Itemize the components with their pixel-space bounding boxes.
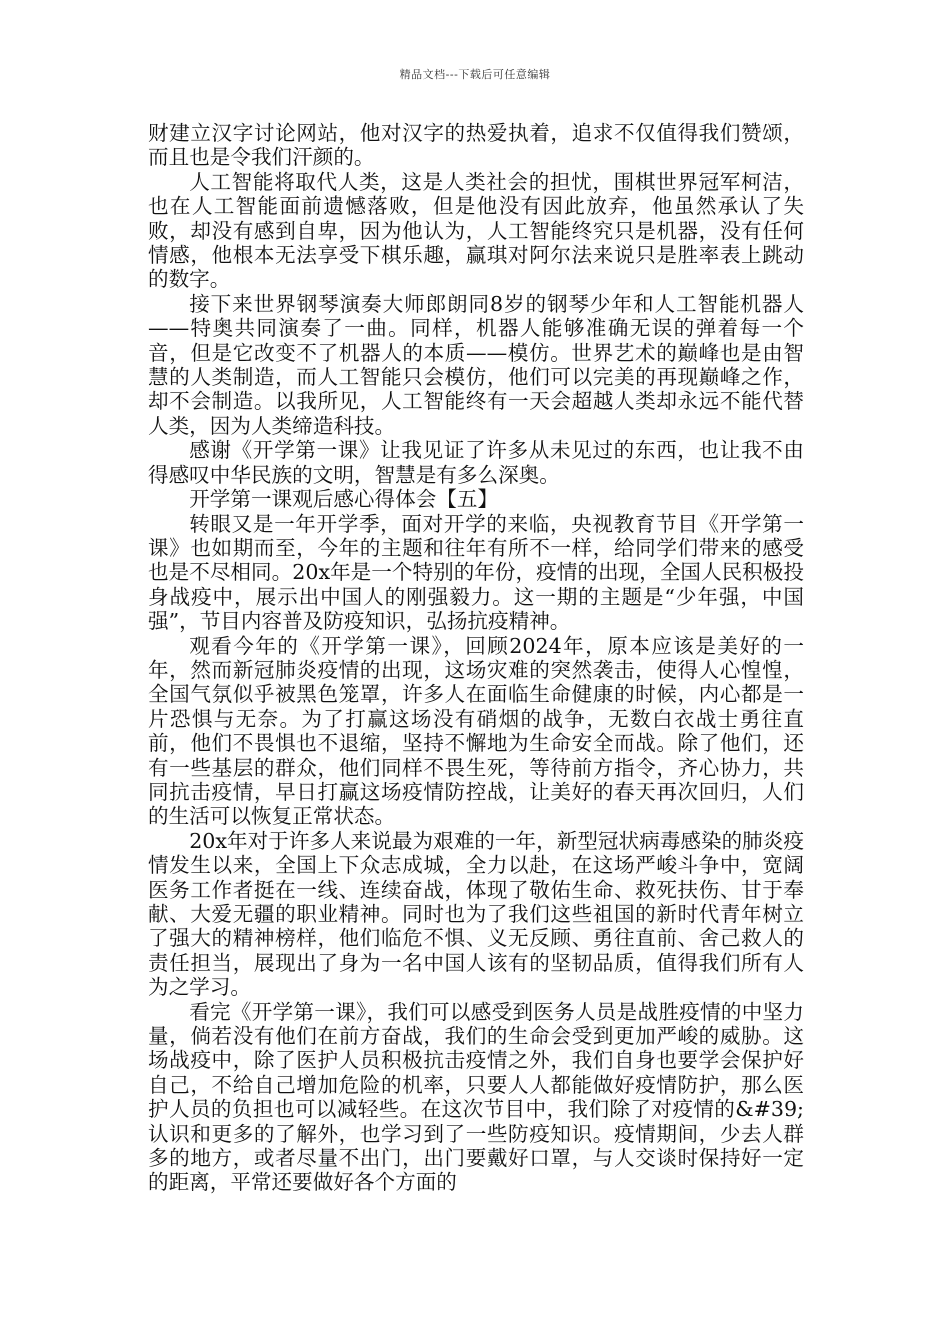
document-body [148,121,804,1195]
paragraph: 看完《开学第一课》，我们可以感受到医务人员是战胜疫情的中坚力量，倘若没有他们在前方奋战，我们的生命会受到更加严峻的威胁。这场战疫中，除了医护人员积极抗击疫情之外，我们自身也要学会保护好自己，不给自己增加危险的机率，只要人人都能做好疫情防护，那么医护人员的负担也可以减轻些。在这次节目中，我们除了对疫情的&#39;认识和更多的了解外，也学习到了一些防疫知识。疫情期间，少去人群多的地方，或者尽量不出门，出门要戴好口罩，与人交谈时保持好一定的距离，平常还要做好各个方面的 [148,999,804,1195]
paragraph: 观看今年的《开学第一课》，回顾2024年，原本应该是美好的一年，然而新冠肺炎疫情的出现，这场灾难的突然袭击，使得人心惶惶，全国气氛似乎被黑色笼罩，许多人在面临生命健康的时候，内心都是一片恐惧与无奈。为了打赢这场没有硝烟的战争，无数白衣战士勇往直前，他们不畏惧也不退缩，坚持不懈地为生命安全而战。除了他们，还有一些基层的群众，他们同样不畏生死，等待前方指令，齐心协力，共同抗击疫情，早日打赢这场疫情防控战，让美好的春天再次回归，人们的生活可以恢复正常状态。 [148,633,804,829]
section-heading: 开学第一课观后感心得体会【五】 [189,487,499,512]
page-header: 精品文档---下载后可任意编辑 [399,68,551,81]
paragraph: 感谢《开学第一课》让我见证了许多从未见过的东西，也让我不由得感叹中华民族的文明，智慧是有多么深奥。 [148,438,804,487]
paragraph: 20x年对于许多人来说最为艰难的一年，新型冠状病毒感染的肺炎疫情发生以来，全国上下众志成城，全力以赴，在这场严峻斗争中，宽阔医务工作者挺在一线、连续奋战，体现了敬佑生命、救死扶伤、甘于奉献、大爱无疆的职业精神。同时也为了我们这些祖国的新时代青年树立了强大的精神榜样，他们临危不惧、义无反顾、勇往直前、舍己救人的责任担当，展现出了身为一名中国人该有的坚韧品质，值得我们所有人为之学习。 [148,828,804,1000]
paragraph: 人工智能将取代人类，这是人类社会的担忧，围棋世界冠军柯洁，也在人工智能面前遗憾落败，但是他没有因此放弃，他虽然承认了失败，却没有感到自卑，因为他认为，人工智能终究只是机器，没有任何情感，他根本无法享受下棋乐趣，赢琪对阿尔法来说只是胜率表上跳动的数字。 [148,169,804,292]
paragraph: 转眼又是一年开学季，面对开学的来临，央视教育节目《开学第一课》也如期而至，今年的主题和往年有所不一样，给同学们带来的感受也是不尽相同。20x年是一个特别的年份，疫情的出现，全国人民积极投身战疫中，展示出中国人的刚强毅力。这一期的主题是“少年强，中国强”，节目内容普及防疫知识，弘扬抗疫精神。 [148,511,804,634]
paragraph: 接下来世界钢琴演奏大师郎朗同8岁的钢琴少年和人工智能机器人——特奥共同演奏了一曲。同样，机器人能够准确无误的弹着每一个音，但是它改变不了机器人的本质——模仿。世界艺术的巅峰也是由智慧的人类制造，而人工智能只会模仿，他们可以完美的再现巅峰之作，却不会制造。以我所见，人工智能终有一天会超越人类却永远不能代替人类，因为人类缔造科技。 [148,291,804,438]
paragraph: 财建立汉字讨论网站，他对汉字的热爱执着，追求不仅值得我们赞颂，而且也是令我们汗颜的。 [148,121,804,170]
